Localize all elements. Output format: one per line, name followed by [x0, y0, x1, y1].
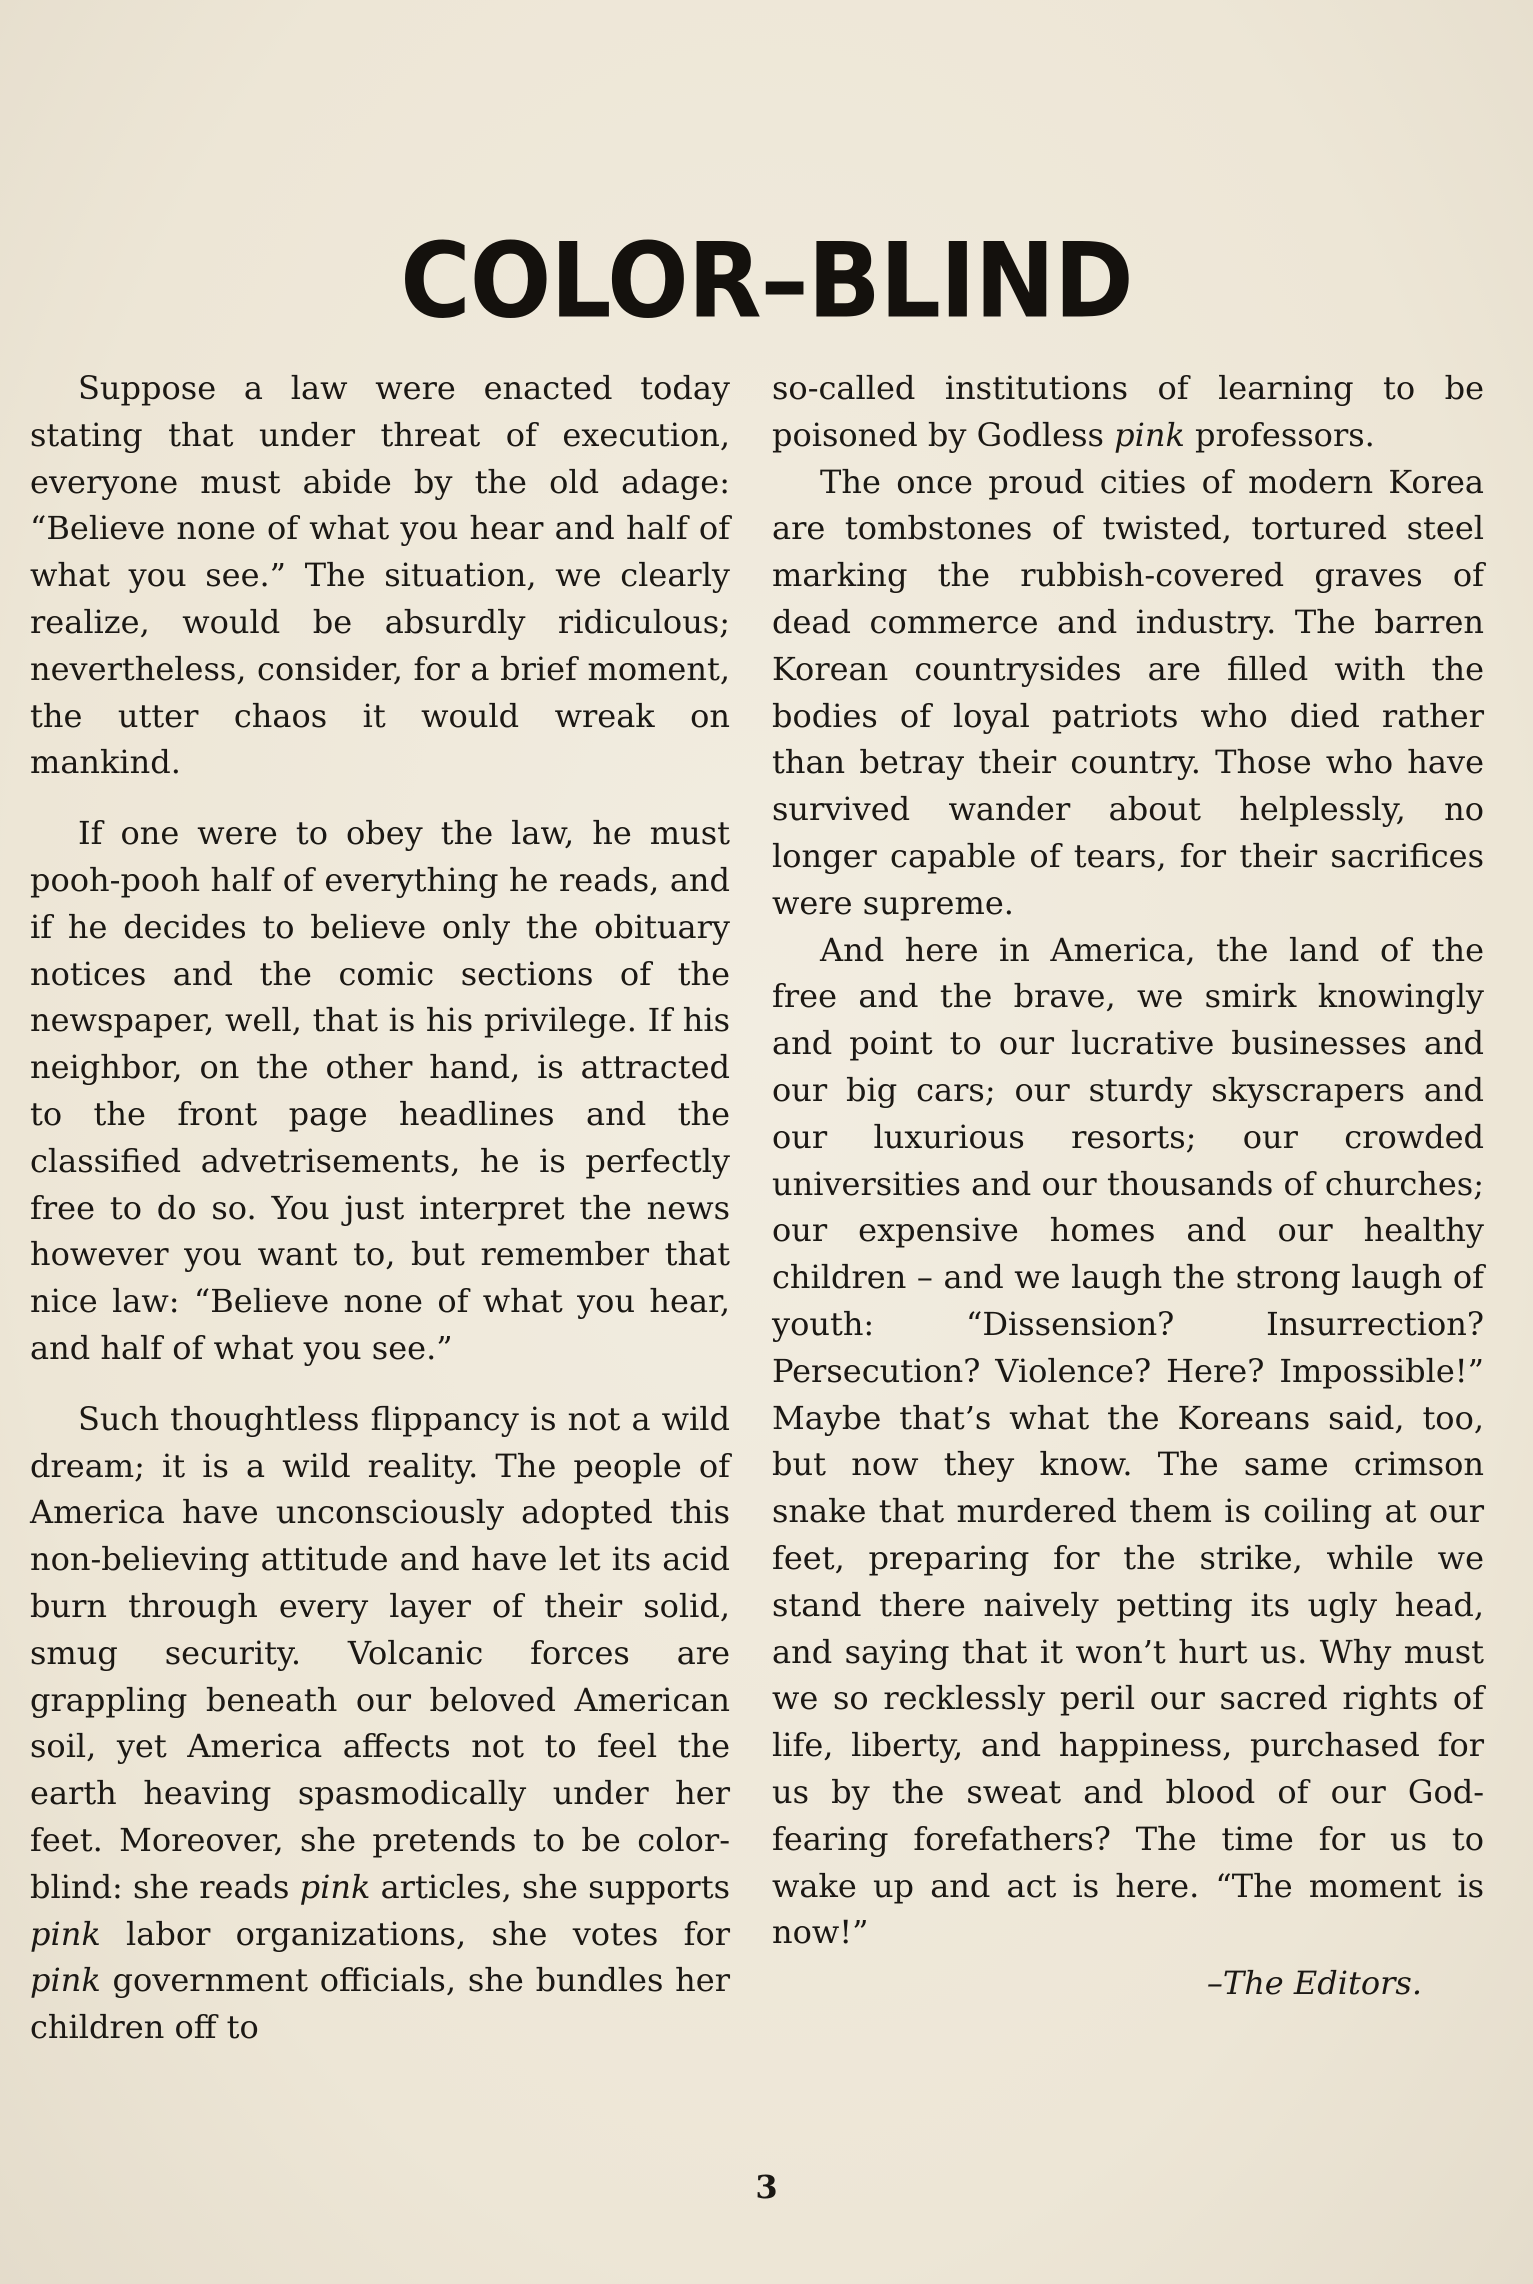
paragraph-3-part-d: government officials, she bundles her children off to	[30, 1961, 730, 2047]
pink-emphasis: pink	[30, 1914, 101, 1953]
continued-part-b: professors.	[1184, 415, 1375, 454]
paragraph-1: Suppose a law were enacted today stating that under threat of execution, everyone must abide by the old adage: “Believe none of what you hear and half of what you see.” The situation, we clearly realize, would be absurdly ridiculous; nevertheless, consider, for a brief moment, the utter chaos it would wreak on mankind.	[30, 369, 730, 782]
page-number: 3	[755, 2168, 778, 2206]
paragraph-3-part-b: articles, she supports	[370, 1867, 731, 1906]
pink-emphasis: pink	[30, 1961, 101, 2000]
editors-signature: –The Editors.	[1206, 1964, 1422, 2003]
paragraph-3-part-a: Such thoughtless flippancy is not a wild dream; it is a wild reality. The people of America have unconsciously adopted this non-believing attitude and have let its acid burn through every layer of their solid, smug security. Volcanic forces are grappling beneath our beloved American soil, yet America affects not to feel the earth heaving spasmodically under her feet. Moreover, she pretends to be color-blind: she reads	[30, 1399, 730, 1906]
paragraph-korea: The once proud cities of modern Korea are tombstones of twisted, tortured steel marking the rubbish-covered graves of dead commerce and industry. The barren Korean countrysides are filled with the bodies of loyal patriots who died rather than betray their country. Those who have survived wander about helplessly, no longer capable of tears, for their sacrifices were supreme.	[772, 462, 1484, 922]
continued-part-a: so-called institutions of learning to be poisoned by Godless	[772, 369, 1484, 454]
pink-emphasis: pink	[1114, 415, 1185, 454]
paragraph-continued	[772, 365, 1484, 459]
article-title: COLOR–BLIND	[400, 220, 1133, 342]
pink-emphasis: pink	[299, 1867, 371, 1906]
right-column	[772, 365, 1484, 2007]
paragraph-3-part-c: labor organizations, she votes for	[100, 1914, 730, 1953]
paragraph-america: And here in America, the land of the free and the brave, we smirk knowingly and point to our lucrative businesses and our big cars; our sturdy skyscrapers and our luxurious resorts; our crowded universities and our thousands of churches; our expensive homes and our healthy children – and we laugh the strong laugh of youth: “Dissension? Insurrection? Persecution? Violence? Here? Impossible!” Maybe that’s what the Koreans said, too, but now they know. The same crimson snake that murdered them is coiling at our feet, preparing for the strike, while we stand there naively petting its ugly head, and saying that it won’t hurt us. Why must we so recklessly peril our sacred rights of life, liberty, and happiness, purchased for us by the sweat and blood of our God-fearing forefathers? The time for us to wake up and act is here. “The moment is now!”	[772, 930, 1484, 1952]
paragraph-3	[30, 1396, 730, 2051]
left-column	[30, 365, 730, 2051]
paragraph-2: If one were to obey the law, he must pooh-pooh half of everything he reads, and if he decides to believe only the obituary notices and the comic sections of the newspaper, well, that is his privilege. If his neighbor, on the other hand, is attracted to the front page headlines and the classified advetrisements, he is perfectly free to do so. You just interpret the news however you want to, but remember that nice law: “Believe none of what you hear, and half of what you see.”	[30, 814, 730, 1367]
